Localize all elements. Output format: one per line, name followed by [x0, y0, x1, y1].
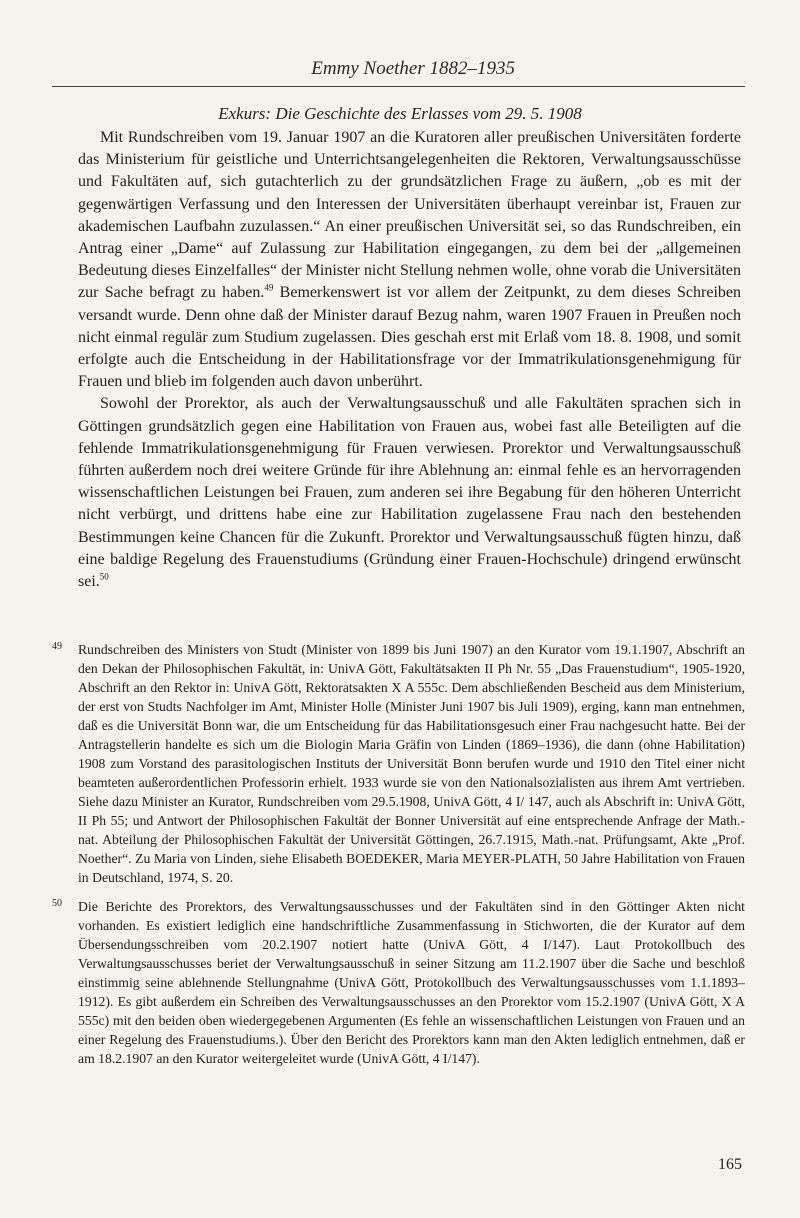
page-number: 165 — [718, 1156, 742, 1173]
footnote-number: 49 — [52, 641, 62, 652]
footnote-text: Die Berichte des Prorektors, des Verwaltungsausschusses und der Fakultäten sind in den Göttinger Akten nicht vorhanden. Es existiert lediglich eine handschriftliche Zusammenfassung in Stichworten, die der Kurator auf dem Übersendungsschreiben vom 20.2.1907 notiert hatte (UnivA Gött, 4 I/147). Laut Protokollbuch des Verwaltungsausschusses beriet der Verwaltungsausschuß in seiner Sitzung am 11.2.1907 über die Sache und beschloß einstimmig seine ablehnende Stellungnahme (UnivA Gött, Protokollbuch des Verwaltungsausschusses vom 1.1.1893–1912). Es gibt außerdem ein Schreiben des Verwaltungsausschusses an den Prorektor vom 15.2.1907 (UnivA Gött, X A 555c) mit den beiden oben wiedergegebenen Argumenten (Es fehle an wissenschaftlichen Leistungen von Frauen und an einer Regelung des Frauenstudiums.). Über den Bericht des Prorektors kann man den Akten lediglich entnehmen, daß er am 18.2.1907 an den Kurator weitergeleitet wurde (UnivA Gött, 4 I/147). — [78, 899, 745, 1066]
paragraph-text: Sowohl der Prorektor, als auch der Verwaltungsausschuß und alle Fakultäten sprachen sich in Göttingen grundsätzlich gegen eine Habilitation von Frauen aus, wobei fast alle Beteiligten auf die fehlende Immatrikulationsgenehmigung für Frauen verwiesen. Prorektor und Verwaltungsausschuß führten außerdem noch drei weitere Gründe für ihre Ablehnung an: einmal fehle es an hervorragenden wissenschaftlichen Leistungen bei Frauen, zum anderen sei ihre Begabung für den höheren Unterricht nicht verbürgt, und drittens habe eine zur Habilitation zugelassene Frau nach den bestehenden Bestimmungen keine Chancen für die Zukunft. Prorektor und Verwaltungsausschuß fügten hinzu, daß eine baldige Regelung des Frauenstudiums (Gründung einer Frauen-Hochschule) dringend erwünscht sei. — [78, 395, 741, 591]
running-head-text: Emmy Noether 1882–1935 — [311, 58, 515, 79]
header-rule — [52, 86, 745, 87]
paragraph — [78, 393, 741, 593]
paragraph — [78, 127, 741, 393]
footnote-text: Rundschreiben des Ministers von Studt (Minister von 1899 bis Juni 1907) an den Kurator vom 19.1.1907, Abschrift an den Dekan der Philosophischen Fakultät, in: UnivA Gött, Fakultätsakten II Ph Nr. 55 „Das Frauenstudium“, 1905-1920, Abschrift an den Rektor in: UnivA Gött, Rektoratsakten X A 555c. Dem abschließenden Bescheid aus dem Ministerium, der erst von Studts Nachfolger im Amt, Minister Holle (Minister Juni 1907 bis Juli 1909), erging, kann man entnehmen, daß es die Universität Bonn war, die um Entscheidung für das Habilitationsgesuch einer Frau nachgesucht hatte. Bei der Antragstellerin handelte es sich um die Biologin Maria Gräfin von Linden (1869–1936), die dann (ohne Habilitation) 1908 zum Vorstand des parasitologischen Instituts der Universität Bonn berufen wurde und 1910 den Titel einer nicht beamteten außerordentlichen Professorin erhielt. 1933 wurde sie von den Nationalsozialisten aus ihrem Amt vertrieben. Siehe dazu Minister an Kurator, Rundschreiben vom 29.5.1908, UnivA Gött, 4 I/ 147, auch als Abschrift in: UnivA Gött, II Ph 55; und Antwort der Philosophischen Fakultät der Bonner Universität auf eine entsprechende Anfrage der Math.-nat. Abteilung der Philosophischen Fakultät der Universität Göttingen, 26.7.1915, Math.-nat. Prüfungsamt, Akte „Prof. Noether“. Zu Maria von Linden, siehe Elisabeth BOEDEKER, Maria MEYER-PLATH, 50 Jahre Habilitation von Frauen in Deutschland, 1974, S. 20. — [78, 642, 745, 885]
body-text — [78, 127, 741, 593]
footnotes — [52, 640, 745, 1078]
footnote — [52, 897, 745, 1068]
footnote-ref[interactable]: 49 — [264, 283, 274, 294]
footnote — [52, 640, 745, 887]
section-title: Exkurs: Die Geschichte des Erlasses vom 29. 5. 1908 — [218, 104, 582, 123]
paragraph-text: Bemerkenswert ist vor allem der Zeitpunkt, zu dem dieses Schreiben versandt wurde. Denn ohne daß der Minister darauf Bezug nahm, waren 1907 Frauen in Preußen noch nicht einmal regulär zum Studium zugelassen. Dies geschah erst mit Erlaß vom 18. 8. 1908, und somit erfolgte auch die Entscheidung in der Habilitationsfrage vor der Immatrikulationsgenehmigung für Frauen und blieb im folgenden auch davon unberührt. — [78, 284, 741, 391]
footnote-number: 50 — [52, 898, 62, 909]
footnote-ref[interactable]: 50 — [99, 571, 109, 582]
running-head — [52, 58, 745, 80]
paragraph-text: Mit Rundschreiben vom 19. Januar 1907 an die Kuratoren aller preußischen Universitäten forderte das Ministerium für geistliche und Unterrichtsangelegenheiten die Rektoren, Verwaltungsausschüsse und Fakultäten auf, sich gutachterlich zu der grundsätzlichen Frage zu äußern, „ob es mit der gegenwärtigen Verfassung und den Interessen der Universitäten überhaupt vereinbar ist, Frauen zur akademischen Laufbahn zuzulassen.“ An einer preußischen Universität sei, so das Rundschreiben, ein Antrag einer „Dame“ auf Zulassung zur Habilitation eingegangen, zu dem bei der „allgemeinen Bedeutung dieses Einzelfalles“ der Minister nicht Stellung nehmen wolle, ohne vorab die Universitäten zur Sache befragt zu haben. — [78, 129, 741, 302]
